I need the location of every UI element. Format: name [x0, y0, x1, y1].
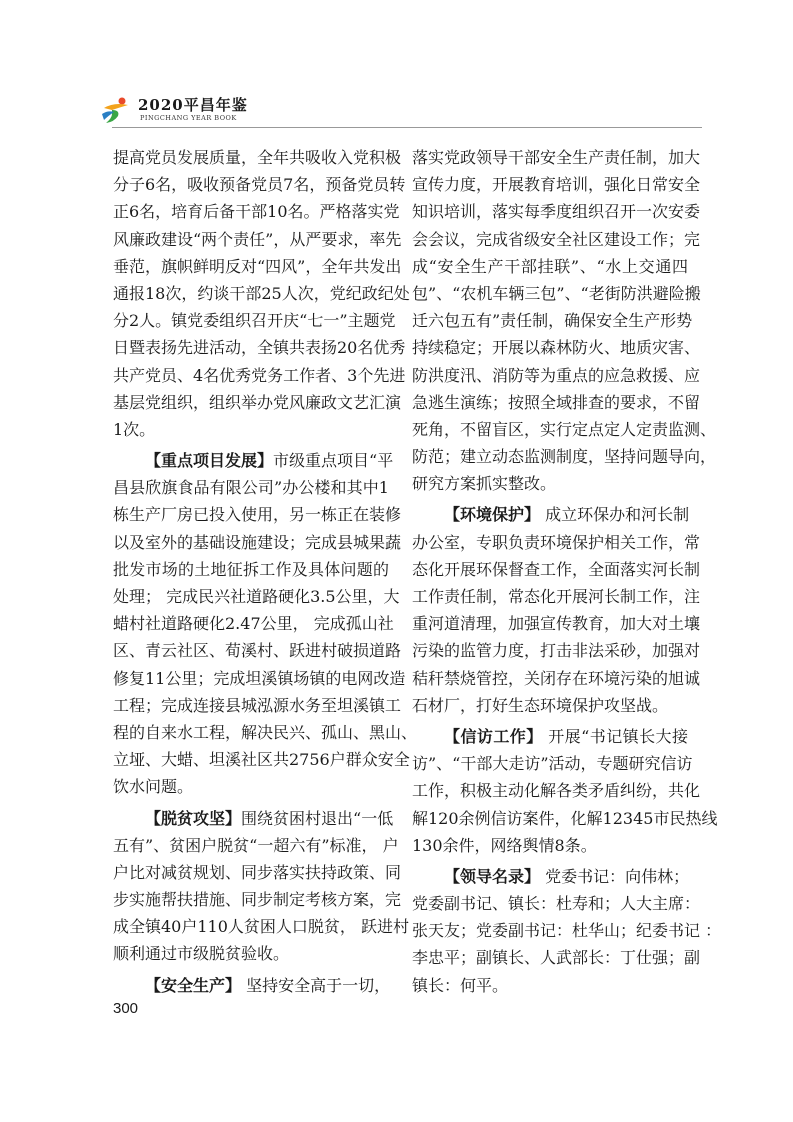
text-line [113, 972, 389, 999]
text-line [412, 832, 688, 859]
line-text: 风廉政建设“两个责任”，从严要求，率先 [113, 229, 402, 249]
paragraph [113, 144, 410, 443]
line-text: 日暨表扬先进活动，全镇共表扬20名优秀 [113, 338, 406, 358]
line-text: 分子6名，吸收预备党员7名，预备党员转 [113, 175, 406, 195]
line-text: 顺利通过市级脱贫验收。 [113, 944, 290, 964]
paragraph [113, 805, 409, 968]
line-text: 办公室，专职负责环境保护相关工作，常 [412, 532, 701, 552]
text-line [113, 583, 400, 610]
line-text: 落实党政领导干部安全生产责任制，加大 [412, 148, 701, 167]
section-heading: 【环境保护】 [444, 505, 541, 525]
text-line [412, 556, 701, 583]
text-line [113, 832, 399, 859]
line-text: 秸秆禁烧管控，关闭存在环境污染的旭诚 [412, 668, 701, 688]
text-line [113, 171, 406, 198]
line-text: 党委书记：向伟林； [540, 866, 690, 886]
text-line [412, 917, 722, 944]
line-text: 修复11公里；完成坦溪镇场镇的电网改造 [113, 668, 406, 688]
line-text: 死角，不留盲区，实行定点定人定责监测、 [412, 419, 717, 439]
line-text: 工程；完成连接县城泓源水务至坦溪镇工 [113, 695, 402, 715]
line-text: 基层党组织，组织举办党风廉政文艺汇演 [113, 392, 402, 412]
line-text: 处理； 完成民兴社道路硬化3.5公里，大 [113, 587, 400, 606]
text-line [412, 171, 701, 198]
text-line [113, 556, 389, 583]
text-line [412, 637, 701, 664]
text-line [113, 226, 402, 253]
paragraph [412, 723, 718, 859]
line-text: 张天友；党委副书记：杜华山；纪委书记 ： [412, 921, 722, 941]
line-text: 解120余例信访案件，化解12345市民热线 [412, 808, 718, 828]
section-heading: 【信访工作】 [444, 726, 543, 746]
text-line [113, 474, 389, 501]
paragraph [412, 144, 717, 497]
line-text: 市级重点项目“平 [273, 451, 394, 471]
text-line [113, 198, 400, 225]
line-text: 通报18次，约谈干部25人次，党纪政纪处 [113, 283, 410, 303]
text-line [113, 416, 389, 443]
line-text: 户比对减贫规划、同步落实扶持政策、同 [113, 862, 402, 882]
line-text: 成全镇40户110人贫困人口脱贫， 跃进村 [113, 917, 409, 937]
text-line [113, 692, 402, 719]
paragraph [412, 863, 722, 999]
line-text: 镇长：何平。 [412, 975, 509, 995]
text-line [113, 334, 406, 361]
text-line [113, 280, 410, 307]
line-text: 五有”、贫困户脱贫“一超六有”标准， 户 [113, 835, 399, 855]
text-line [113, 362, 406, 389]
paragraph [113, 972, 389, 999]
text-line [113, 805, 394, 832]
text-line [412, 198, 701, 225]
line-text: 分2人。镇党委组织召开庆“七一”主题党 [113, 311, 396, 331]
text-line [113, 144, 402, 171]
line-text: 李忠平；副镇长、人武部长：丁仕强；副 [412, 948, 701, 968]
text-line [412, 501, 688, 528]
line-text: 正6名，培育后备干部10名。严格落实党 [113, 202, 400, 222]
text-line [412, 972, 688, 999]
line-text: 成立环保办和河长制 [540, 505, 690, 525]
line-text: 以及室外的基础设施建设；完成县城果蔬 [113, 532, 402, 552]
text-line [113, 447, 394, 474]
line-text: 步实施帮扶措施、同步制定考核方案，完 [113, 890, 402, 910]
text-line [113, 940, 389, 967]
line-text: 饮水问题。 [113, 777, 194, 797]
line-text: 1次。 [113, 419, 156, 439]
text-line [412, 944, 701, 971]
text-line [412, 750, 693, 777]
text-line [412, 723, 688, 750]
line-text: 重河道清理，加强宣传教育，加大对土壤 [412, 614, 701, 634]
line-text: 研究方案抓实整改。 [412, 474, 557, 494]
section-heading: 【重点项目发展】 [145, 451, 274, 471]
text-line [113, 913, 409, 940]
paragraph [412, 501, 701, 719]
text-line [412, 307, 693, 334]
section-heading: 【脱贫攻坚】 [145, 808, 242, 828]
left-column [113, 144, 418, 1003]
text-line [412, 416, 717, 443]
line-text: 130余件，网络舆情8条。 [412, 835, 597, 855]
text-line [113, 253, 402, 280]
text-line [412, 470, 688, 497]
text-line [412, 362, 701, 389]
line-text: 知识培训，落实每季度组织召开一次安委 [412, 202, 701, 222]
text-line [412, 280, 701, 307]
text-line [412, 665, 701, 692]
line-text: 会会议，完成省级安全社区建设工作；完 [412, 229, 701, 249]
text-line [412, 610, 701, 637]
line-text: 急逃生演练；按照全域排查的要求，不留 [412, 392, 701, 412]
text-line [113, 529, 402, 556]
text-line [412, 890, 701, 917]
text-line [113, 886, 402, 913]
page-header [100, 94, 700, 130]
text-line [113, 859, 402, 886]
text-line [113, 610, 394, 637]
line-text: 区、青云社区、荀溪村、跃进村破损道路 [113, 641, 402, 661]
line-text: 包”、“农机车辆三包”、“老街防洪避险搬 [412, 283, 701, 303]
line-text: 栋生产厂房已投入使用，另一栋正在装修 [113, 505, 402, 525]
line-text: 批发市场的土地征拆工作及具体问题的 [113, 559, 389, 579]
text-line [412, 226, 701, 253]
text-line [412, 777, 701, 804]
line-text: 防范；建立动态监测制度，坚持问题导向， [412, 447, 717, 467]
line-text: 昌县欣旗食品有限公司”办公楼和其中1 [113, 478, 389, 498]
text-line [412, 443, 717, 470]
line-text: 蜡村社道路硬化2.47公里， 完成孤山社 [113, 614, 394, 634]
text-line [412, 144, 701, 171]
text-line [113, 719, 418, 746]
text-line [113, 637, 402, 664]
text-line [113, 746, 410, 773]
line-text: 防洪度汛、消防等为重点的应急救援、应 [412, 365, 701, 385]
yearbook-logo-icon [100, 96, 130, 124]
line-text: 宣传力度，开展教育培训，强化日常安全 [412, 175, 701, 195]
line-text: 共产党员、4名优秀党务工作者、3个先进 [113, 365, 406, 385]
line-text: 成“安全生产干部挂联”、“水上交通四 [412, 256, 688, 276]
text-line [412, 692, 688, 719]
line-text: 态化开展环保督查工作，全面落实河长制 [412, 559, 701, 579]
right-column [412, 144, 722, 1003]
paragraph [113, 447, 418, 800]
text-line [412, 334, 701, 361]
text-line [412, 529, 701, 556]
line-text: 迁六包五有”责任制，确保安全生产形势 [412, 311, 693, 331]
yearbook-title: 2020平昌年鉴 [138, 96, 248, 114]
line-text: 石材厂，打好生态环境保护攻坚战。 [412, 695, 669, 715]
page-number: 300 [113, 1000, 139, 1017]
text-line [113, 389, 402, 416]
text-line [113, 665, 406, 692]
text-line [113, 307, 396, 334]
line-text: 访”、“干部大走访”活动，专题研究信访 [412, 754, 693, 774]
line-text: 垂范，旗帜鲜明反对“四风”，全年共发出 [113, 256, 402, 276]
line-text: 坚持安全高于一切， [241, 975, 391, 995]
yearbook-subtitle: PINGCHANG YEAR BOOK [140, 114, 237, 122]
line-text: 开展“书记镇长大接 [542, 726, 688, 746]
line-text: 围绕贫困村退出“一低 [241, 808, 394, 828]
line-text: 立垭、大蜡、坦溪社区共2756户群众安全 [113, 750, 410, 770]
header-rule [112, 127, 702, 128]
line-text: 工作责任制，常态化开展河长制工作，注 [412, 587, 701, 606]
text-line [412, 389, 701, 416]
text-line [412, 253, 688, 280]
text-line [412, 805, 718, 832]
text-line [412, 863, 688, 890]
text-line [113, 501, 402, 528]
section-heading: 【领导名录】 [444, 866, 541, 886]
line-text: 持续稳定；开展以森林防火、地质灾害、 [412, 338, 701, 358]
text-line [113, 773, 389, 800]
line-text: 党委副书记、镇长：杜寿和；人大主席： [412, 894, 701, 914]
text-line [412, 583, 701, 610]
line-text: 工作，积极主动化解各类矛盾纠纷，共化 [412, 781, 701, 801]
line-text: 提高党员发展质量，全年共吸收入党积极 [113, 148, 402, 167]
line-text: 程的自来水工程，解决民兴、孤山、黑山、 [113, 722, 418, 742]
section-heading: 【安全生产】 [145, 975, 242, 995]
line-text: 污染的监管力度，打击非法采砂，加强对 [412, 641, 701, 661]
